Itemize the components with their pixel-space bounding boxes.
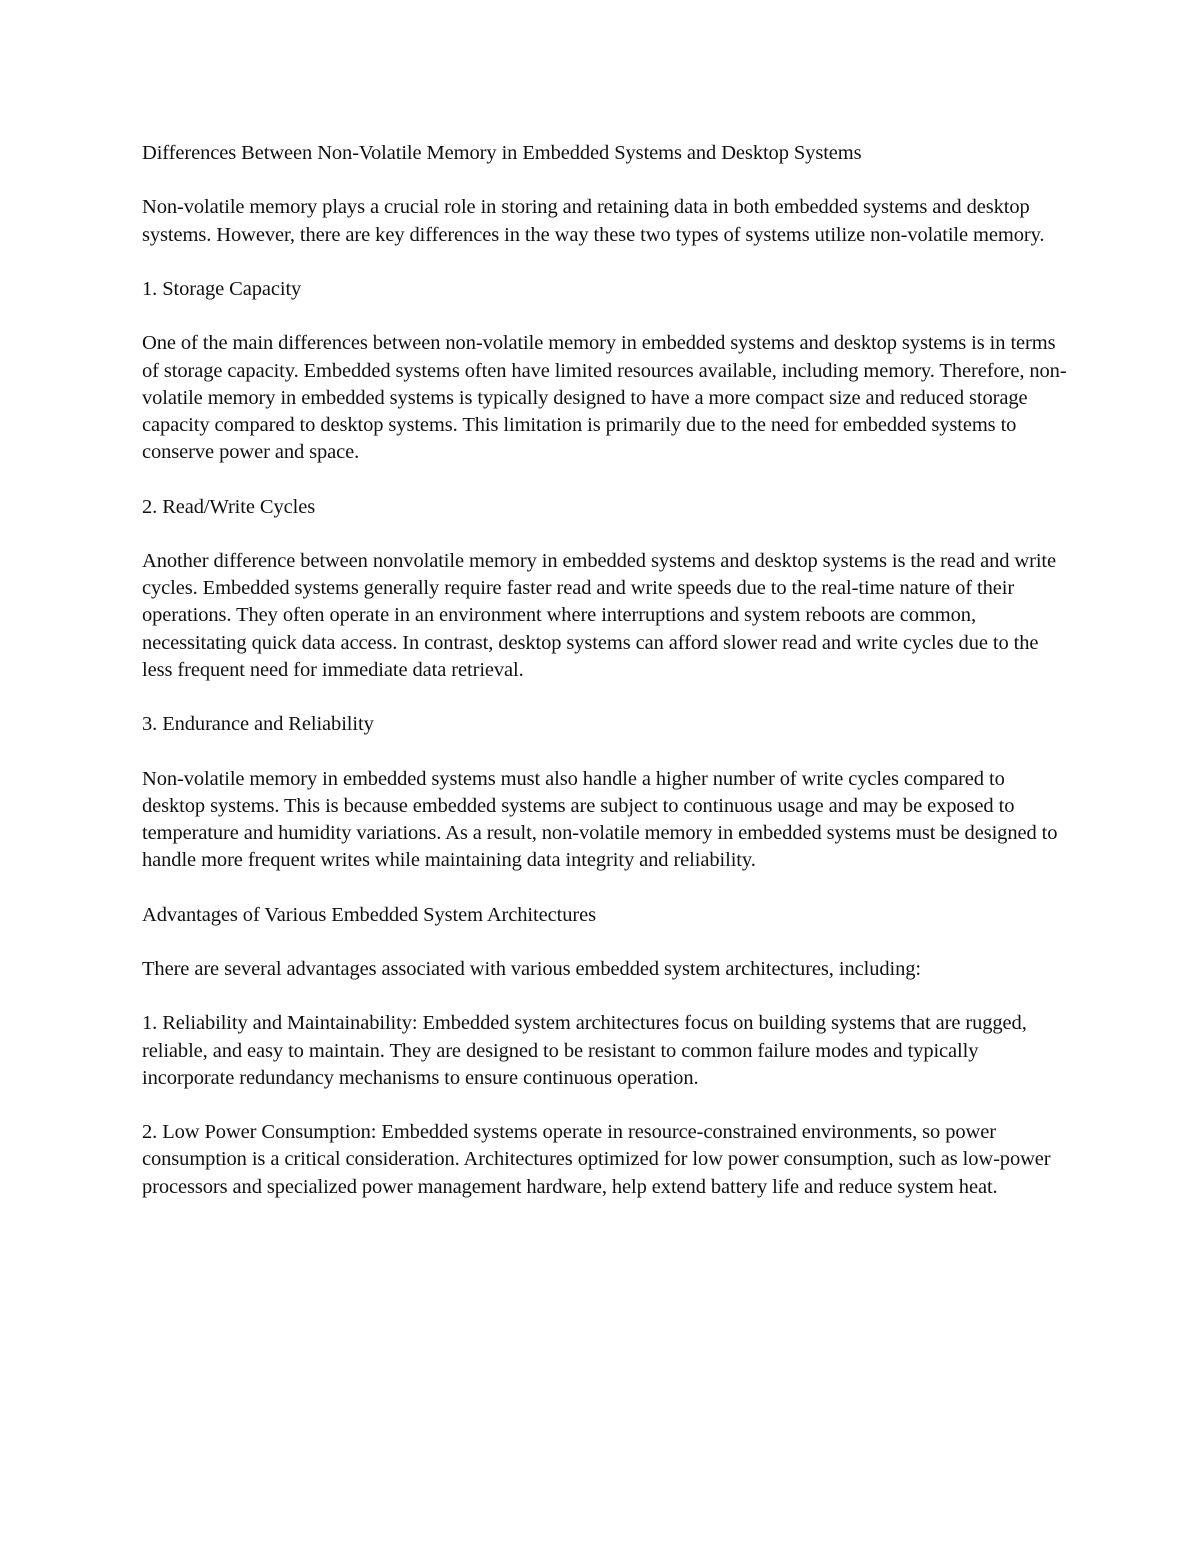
intro-paragraph: Non-volatile memory plays a crucial role in storing and retaining data in both embedded systems and desktop systems. However, there are key differences in the way these two types of systems utilize non-volatile memory. [142,196,1045,246]
section-body-endurance-reliability: Non-volatile memory in embedded systems must also handle a higher number of write cycles compared to desktop systems. This is because embedded systems are subject to continuous usage and may be exposed to temperature and humidity variations. As a result, non-volatile memory in embedded systems must be designed to handle more frequent writes while maintaining data integrity and reliability. [142,767,1058,872]
section-heading-read-write-cycles: 2. Read/Write Cycles [142,495,316,518]
section-heading-storage-capacity: 1. Storage Capacity [142,277,302,300]
section-heading-endurance-reliability: 3. Endurance and Reliability [142,713,374,736]
advantages-heading: Advantages of Various Embedded System Architectures [142,903,596,926]
advantage-item-low-power: 2. Low Power Consumption: Embedded systems operate in resource-constrained environments, so power consumption is a critical consideration. Architectures optimized for low power consumption, such as low-power processors and specialized power management hardware, help extend battery life and reduce system heat. [142,1121,1051,1198]
document-body [142,140,1072,1228]
advantage-item-reliability: 1. Reliability and Maintainability: Embedded system architectures focus on building systems that are rugged, reliable, and easy to maintain. They are designed to be resistant to common failure modes and typically incorporate redundancy mechanisms to ensure continuous operation. [142,1012,1027,1089]
advantages-intro: There are several advantages associated with various embedded system architectures, including: [142,957,921,980]
document-title: Differences Between Non-Volatile Memory in Embedded Systems and Desktop Systems [142,142,862,164]
section-body-storage-capacity: One of the main differences between non-volatile memory in embedded systems and desktop systems is in terms of storage capacity. Embedded systems often have limited resources available, including memory. Therefore, non-volatile memory in embedded systems is typically designed to have a more compact size and reduced storage capacity compared to desktop systems. This limitation is primarily due to the need for embedded systems to conserve power and space. [142,332,1067,464]
section-body-read-write-cycles: Another difference between nonvolatile memory in embedded systems and desktop systems is the read and write cycles. Embedded systems generally require faster read and write speeds due to the real-time nature of their operations. They often operate in an environment where interruptions and system reboots are common, necessitating quick data access. In contrast, desktop systems can afford slower read and write cycles due to the less frequent need for immediate data retrieval. [142,549,1057,681]
